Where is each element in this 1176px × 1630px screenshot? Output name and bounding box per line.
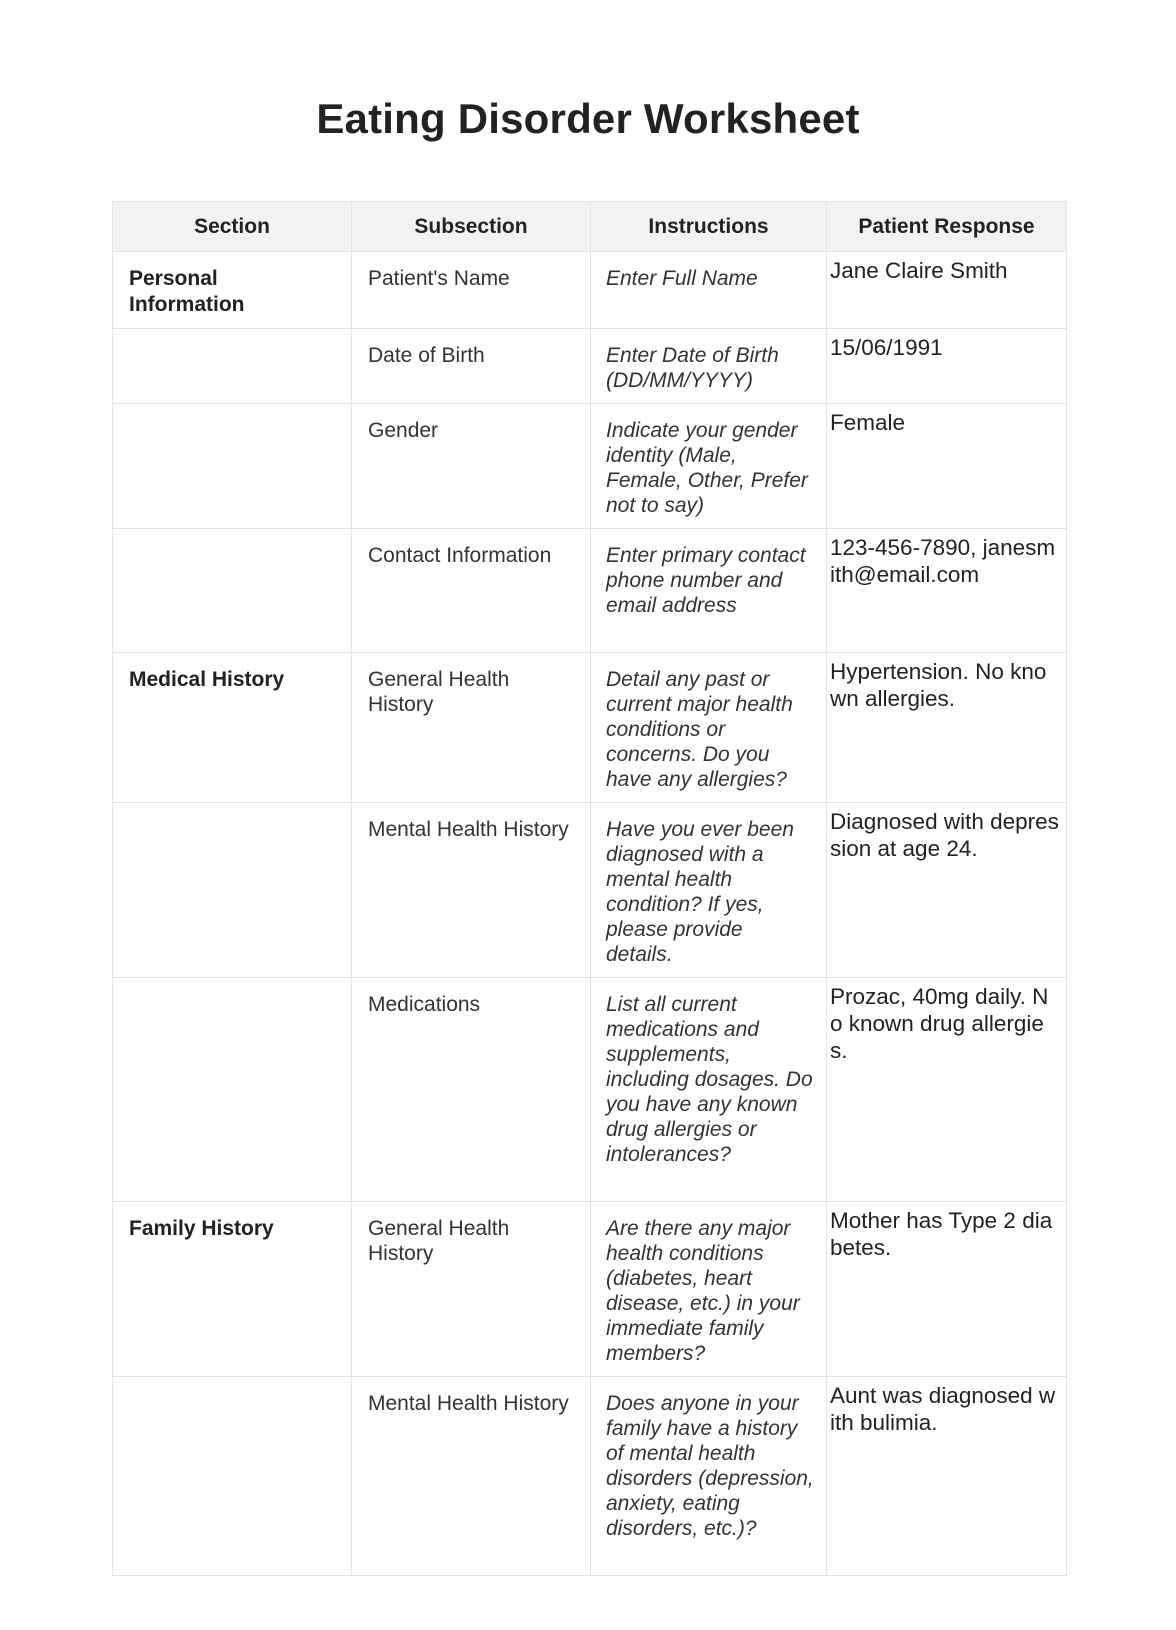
response-cell[interactable]: Hypertension. No known allergies. [827,653,1067,803]
column-header-subsection: Subsection [352,202,591,252]
instructions-cell: Have you ever been diagnosed with a mental health condition? If yes, please provide details. [591,803,827,978]
instructions-cell: Does anyone in your family have a history of mental health disorders (depression, anxiety, eating disorders, etc.)? [591,1377,827,1576]
section-cell: Personal Information [113,252,352,329]
response-cell[interactable]: Diagnosed with depression at age 24. [827,803,1067,978]
table-row [113,529,1067,653]
response-cell[interactable]: Prozac, 40mg daily. No known drug allergies. [827,978,1067,1202]
response-cell[interactable]: Female [827,404,1067,529]
instructions-cell: Are there any major health conditions (diabetes, heart disease, etc.) in your immediate family members? [591,1202,827,1377]
table-row [113,329,1067,404]
instructions-cell: Enter primary contact phone number and email address [591,529,827,653]
instructions-cell: Enter Date of Birth (DD/MM/YYYY) [591,329,827,404]
table-row [113,978,1067,1202]
section-cell: Medical History [113,653,352,803]
table-row [113,252,1067,329]
column-header-section: Section [113,202,352,252]
column-header-patient-response: Patient Response [827,202,1067,252]
table-row [113,803,1067,978]
response-cell[interactable]: Jane Claire Smith [827,252,1067,329]
section-cell [113,1377,352,1576]
section-cell [113,329,352,404]
section-cell [113,404,352,529]
response-cell[interactable]: 15/06/1991 [827,329,1067,404]
section-cell [113,803,352,978]
column-header-instructions: Instructions [591,202,827,252]
subsection-cell: Patient's Name [352,252,591,329]
table-row [113,1202,1067,1377]
response-cell[interactable]: Mother has Type 2 diabetes. [827,1202,1067,1377]
table-header-row [113,202,1067,252]
instructions-cell: Detail any past or current major health conditions or concerns. Do you have any allergies? [591,653,827,803]
subsection-cell: Mental Health History [352,803,591,978]
worksheet-table [112,201,1067,1576]
subsection-cell: Contact Information [352,529,591,653]
section-cell [113,978,352,1202]
subsection-cell: Mental Health History [352,1377,591,1576]
table-row [113,653,1067,803]
subsection-cell: Date of Birth [352,329,591,404]
table-row [113,404,1067,529]
subsection-cell: Gender [352,404,591,529]
response-cell[interactable]: 123-456-7890, janesmith@email.com [827,529,1067,653]
subsection-cell: General Health History [352,1202,591,1377]
table-row [113,1377,1067,1576]
response-cell[interactable]: Aunt was diagnosed with bulimia. [827,1377,1067,1576]
instructions-cell: Indicate your gender identity (Male, Female, Other, Prefer not to say) [591,404,827,529]
instructions-cell: Enter Full Name [591,252,827,329]
subsection-cell: General Health History [352,653,591,803]
instructions-cell: List all current medications and supplements, including dosages. Do you have any known drug allergies or intolerances? [591,978,827,1202]
subsection-cell: Medications [352,978,591,1202]
section-cell [113,529,352,653]
page-title: Eating Disorder Worksheet [316,95,860,142]
section-cell: Family History [113,1202,352,1377]
